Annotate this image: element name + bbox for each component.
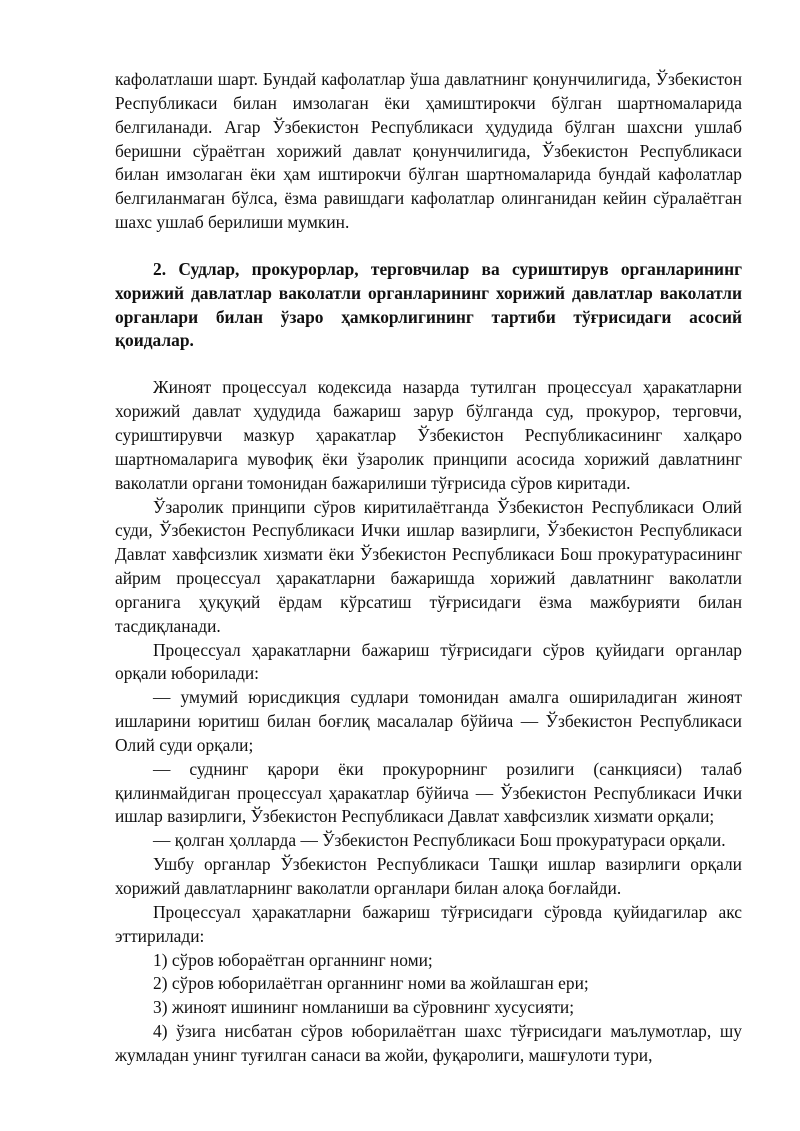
list-item-numbered: 3) жиноят ишининг номланиши ва сўровнинг хусусияти; <box>153 997 575 1018</box>
body-paragraph: Жиноят процессуал кодексида назарда тутилган процессуал ҳаракатларни хорижий давлат ҳудудида бажариш зарур бўлганда суд, прокурор, терговчи, суриштирувчи мазкур ҳаракатлар Ўзбекистон Республикасининг халқаро шартномаларига мувофиқ ёки ўзаролик принципи асосида хорижий давлатнинг ваколатли органи томонидан бажарилиши тўғрисида сўров киритади. <box>115 377 742 493</box>
body-paragraph: Ўзаролик принципи сўров киритилаётганда Ўзбекистон Республикаси Олий суди, Ўзбекистон Республикаси Ички ишлар вазирлиги, Ўзбекистон Республикаси Давлат хавфсизлик хизмати ёки Ўзбекистон Республикаси Бош прокуратурасининг айрим процессуал ҳаракатларни бажаришда хорижий давлатнинг ваколатли органига ҳуқуқий ёрдам кўрсатиш тўғрисидаги ёзма мажбурияти билан тасдиқланади. <box>115 496 742 636</box>
list-item-numbered: 4) ўзига нисбатан сўров юборилаётган шахс тўғрисидаги маълумотлар, шу жумладан унинг туғилган санаси ва жойи, фуқаролиги, машғулоти тури, <box>115 1021 742 1065</box>
intro-paragraph: кафолатлаши шарт. Бундай кафолатлар ўша давлатнинг қонунчилигида, Ўзбекистон Республикаси билан имзолаган ёки ҳамиштирокчи бўлган шартномаларида белгиланади. Агар Ўзбекистон Республикаси ҳудудида бўлган шахсни ушлаб беришни сўраётган хорижий давлат қонунчилигида, Ўзбекистон Республикаси билан имзолаган ёки ҳам иштирокчи бўлган шартномаларида бундай кафолатлар белгиланмаган бўлса, ёзма равишдаги кафолатлар олинганидан кейин сўралаётган шахс ушлаб берилиши мумкин. <box>115 69 742 233</box>
list-item-dash: — қолган ҳолларда — Ўзбекистон Республикаси Бош прокуратураси орқали. <box>153 830 726 851</box>
section-heading: 2. Судлар, прокурорлар, терговчилар ва суриштирув органларининг хорижий давлатлар ваколатли органларининг хорижий давлатлар ваколатли органлари билан ўзаро ҳамкорлигининг тартиби тўғрисидаги асосий қоидалар. <box>115 258 742 351</box>
body-paragraph: Процессуал ҳаракатларни бажариш тўғрисидаги сўровда қуйидагилар акс эттирилади: <box>115 901 742 946</box>
document-page <box>115 68 742 1068</box>
body-paragraph: Ушбу органлар Ўзбекистон Республикаси Ташқи ишлар вазирлиги орқали хорижий давлатларнинг ваколатли органлари билан алоқа боғлайди. <box>115 854 742 898</box>
list-item-dash: — умумий юрисдикция судлари томонидан амалга ошириладиган жиноят ишларини юритиш билан боғлиқ масалалар бўйича — Ўзбекистон Республикаси Олий суди орқали; <box>115 687 742 755</box>
list-item-numbered: 1) сўров юбораётган органнинг номи; <box>153 949 433 970</box>
list-item-numbered: 2) сўров юборилаётган органнинг номи ва жойлашган ери; <box>153 973 589 994</box>
list-item-dash: — суднинг қарори ёки прокурорнинг розилиги (санкцияси) талаб қилинмайдиган процессуал ҳаракатлар бўйича — Ўзбекистон Республикаси Ички ишлар вазирлиги, Ўзбекистон Республикаси Давлат хавфсизлик хизмати орқали; <box>115 758 742 827</box>
body-paragraph: Процессуал ҳаракатларни бажариш тўғрисидаги сўров қуйидаги органлар орқали юборилади: <box>115 639 742 684</box>
